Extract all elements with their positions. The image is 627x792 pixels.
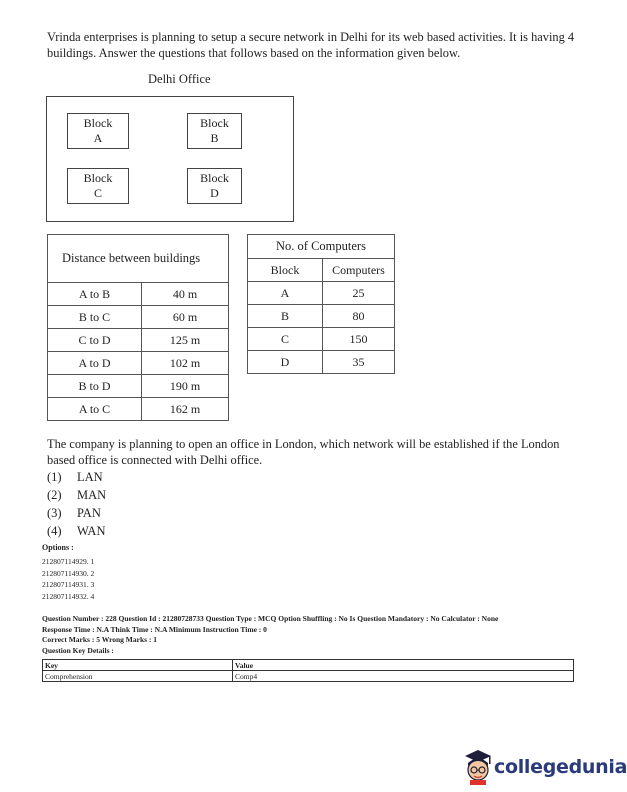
table-cell: 125 m <box>142 329 229 352</box>
option-text: MAN <box>77 488 107 502</box>
collegedunia-logo-icon <box>461 746 495 791</box>
option-number: (3) <box>47 506 62 520</box>
key-header: Key <box>43 660 233 671</box>
option-text: LAN <box>77 470 103 484</box>
option-id: 212807114929. 1 <box>42 557 95 566</box>
options-list <box>47 468 106 540</box>
value-cell: Comp4 <box>233 671 574 682</box>
table-row <box>248 328 395 351</box>
brand-name: collegedunia <box>494 756 627 778</box>
block-d <box>187 168 242 204</box>
table-row <box>48 398 229 421</box>
table-cell: 150 <box>323 328 395 351</box>
table-cell: B <box>248 305 323 328</box>
distance-table-header: Distance between buildings <box>48 235 229 283</box>
col-header-computers: Computers <box>323 259 395 282</box>
option-number: (4) <box>47 524 62 538</box>
option-item <box>47 504 106 522</box>
block-a-letter: A <box>93 131 103 145</box>
table-cell: A <box>248 282 323 305</box>
block-b <box>187 113 242 149</box>
block-b-letter: B <box>210 131 219 145</box>
col-header-block: Block <box>248 259 323 282</box>
key-cell: Comprehension <box>43 671 233 682</box>
option-number: (2) <box>47 488 62 502</box>
table-cell: A to B <box>48 283 142 306</box>
table-cell: C <box>248 328 323 351</box>
option-id: 212807114932. 4 <box>42 591 95 601</box>
meta-line: Question Number : 228 Question Id : 21280728733 Question Type : MCQ Option Shuffling : No Is Question Mandatory : No Calculator : None <box>42 614 499 623</box>
option-item <box>47 468 106 486</box>
computers-table-header: No. of Computers <box>248 235 395 259</box>
table-cell: D <box>248 351 323 374</box>
option-item <box>47 522 106 540</box>
meta-line: Correct Marks : 5 Wrong Marks : 1 <box>42 635 158 644</box>
table-row <box>248 282 395 305</box>
block-b-word: Block <box>200 116 229 130</box>
block-d-letter: D <box>210 186 219 200</box>
option-id-list <box>42 556 94 602</box>
options-label: Options : <box>42 543 74 552</box>
table-cell: 35 <box>323 351 395 374</box>
table-cell: 190 m <box>142 375 229 398</box>
table-cell: A to D <box>48 352 142 375</box>
table-cell: A to C <box>48 398 142 421</box>
block-c-letter: C <box>93 186 102 200</box>
block-c-word: Block <box>83 171 113 185</box>
table-row <box>248 305 395 328</box>
option-text: WAN <box>77 524 106 538</box>
table-cell: 25 <box>323 282 395 305</box>
meta-line: Question Key Details : <box>42 645 114 655</box>
option-text: PAN <box>77 506 101 520</box>
table-cell: B to C <box>48 306 142 329</box>
table-cell: 60 m <box>142 306 229 329</box>
option-id: 212807114931. 3 <box>42 580 95 589</box>
block-a <box>67 113 129 149</box>
block-d-word: Block <box>200 171 229 185</box>
option-id: 212807114930. 2 <box>42 568 95 578</box>
table-cell: C to D <box>48 329 142 352</box>
intro-paragraph: Vrinda enterprises is planning to setup a secure network in Delhi for its web based activities. It is having 4 buildings. Answer the questions that follows based on the information given below. <box>47 30 575 60</box>
table-row <box>48 352 229 375</box>
block-c <box>67 168 129 204</box>
distance-table <box>47 234 229 421</box>
table-row <box>48 306 229 329</box>
table-row <box>48 329 229 352</box>
block-a-word: Block <box>83 116 113 130</box>
table-cell: 102 m <box>142 352 229 375</box>
question-meta <box>42 614 498 656</box>
table-row <box>48 283 229 306</box>
option-item <box>47 486 106 504</box>
value-header: Value <box>233 660 574 671</box>
meta-line: Response Time : N.A Think Time : N.A Minimum Instruction Time : 0 <box>42 624 267 634</box>
option-number: (1) <box>47 470 62 484</box>
table-row <box>48 375 229 398</box>
table-cell: 80 <box>323 305 395 328</box>
question-text: The company is planning to open an office in London, which network will be established if the London based office is connected with Delhi office. <box>47 437 560 467</box>
table-row <box>248 351 395 374</box>
key-details-table <box>42 659 574 682</box>
office-title: Delhi Office <box>148 72 211 86</box>
table-cell: B to D <box>48 375 142 398</box>
computers-table <box>247 234 395 374</box>
office-layout-diagram <box>46 96 294 222</box>
table-cell: 40 m <box>142 283 229 306</box>
table-cell: 162 m <box>142 398 229 421</box>
